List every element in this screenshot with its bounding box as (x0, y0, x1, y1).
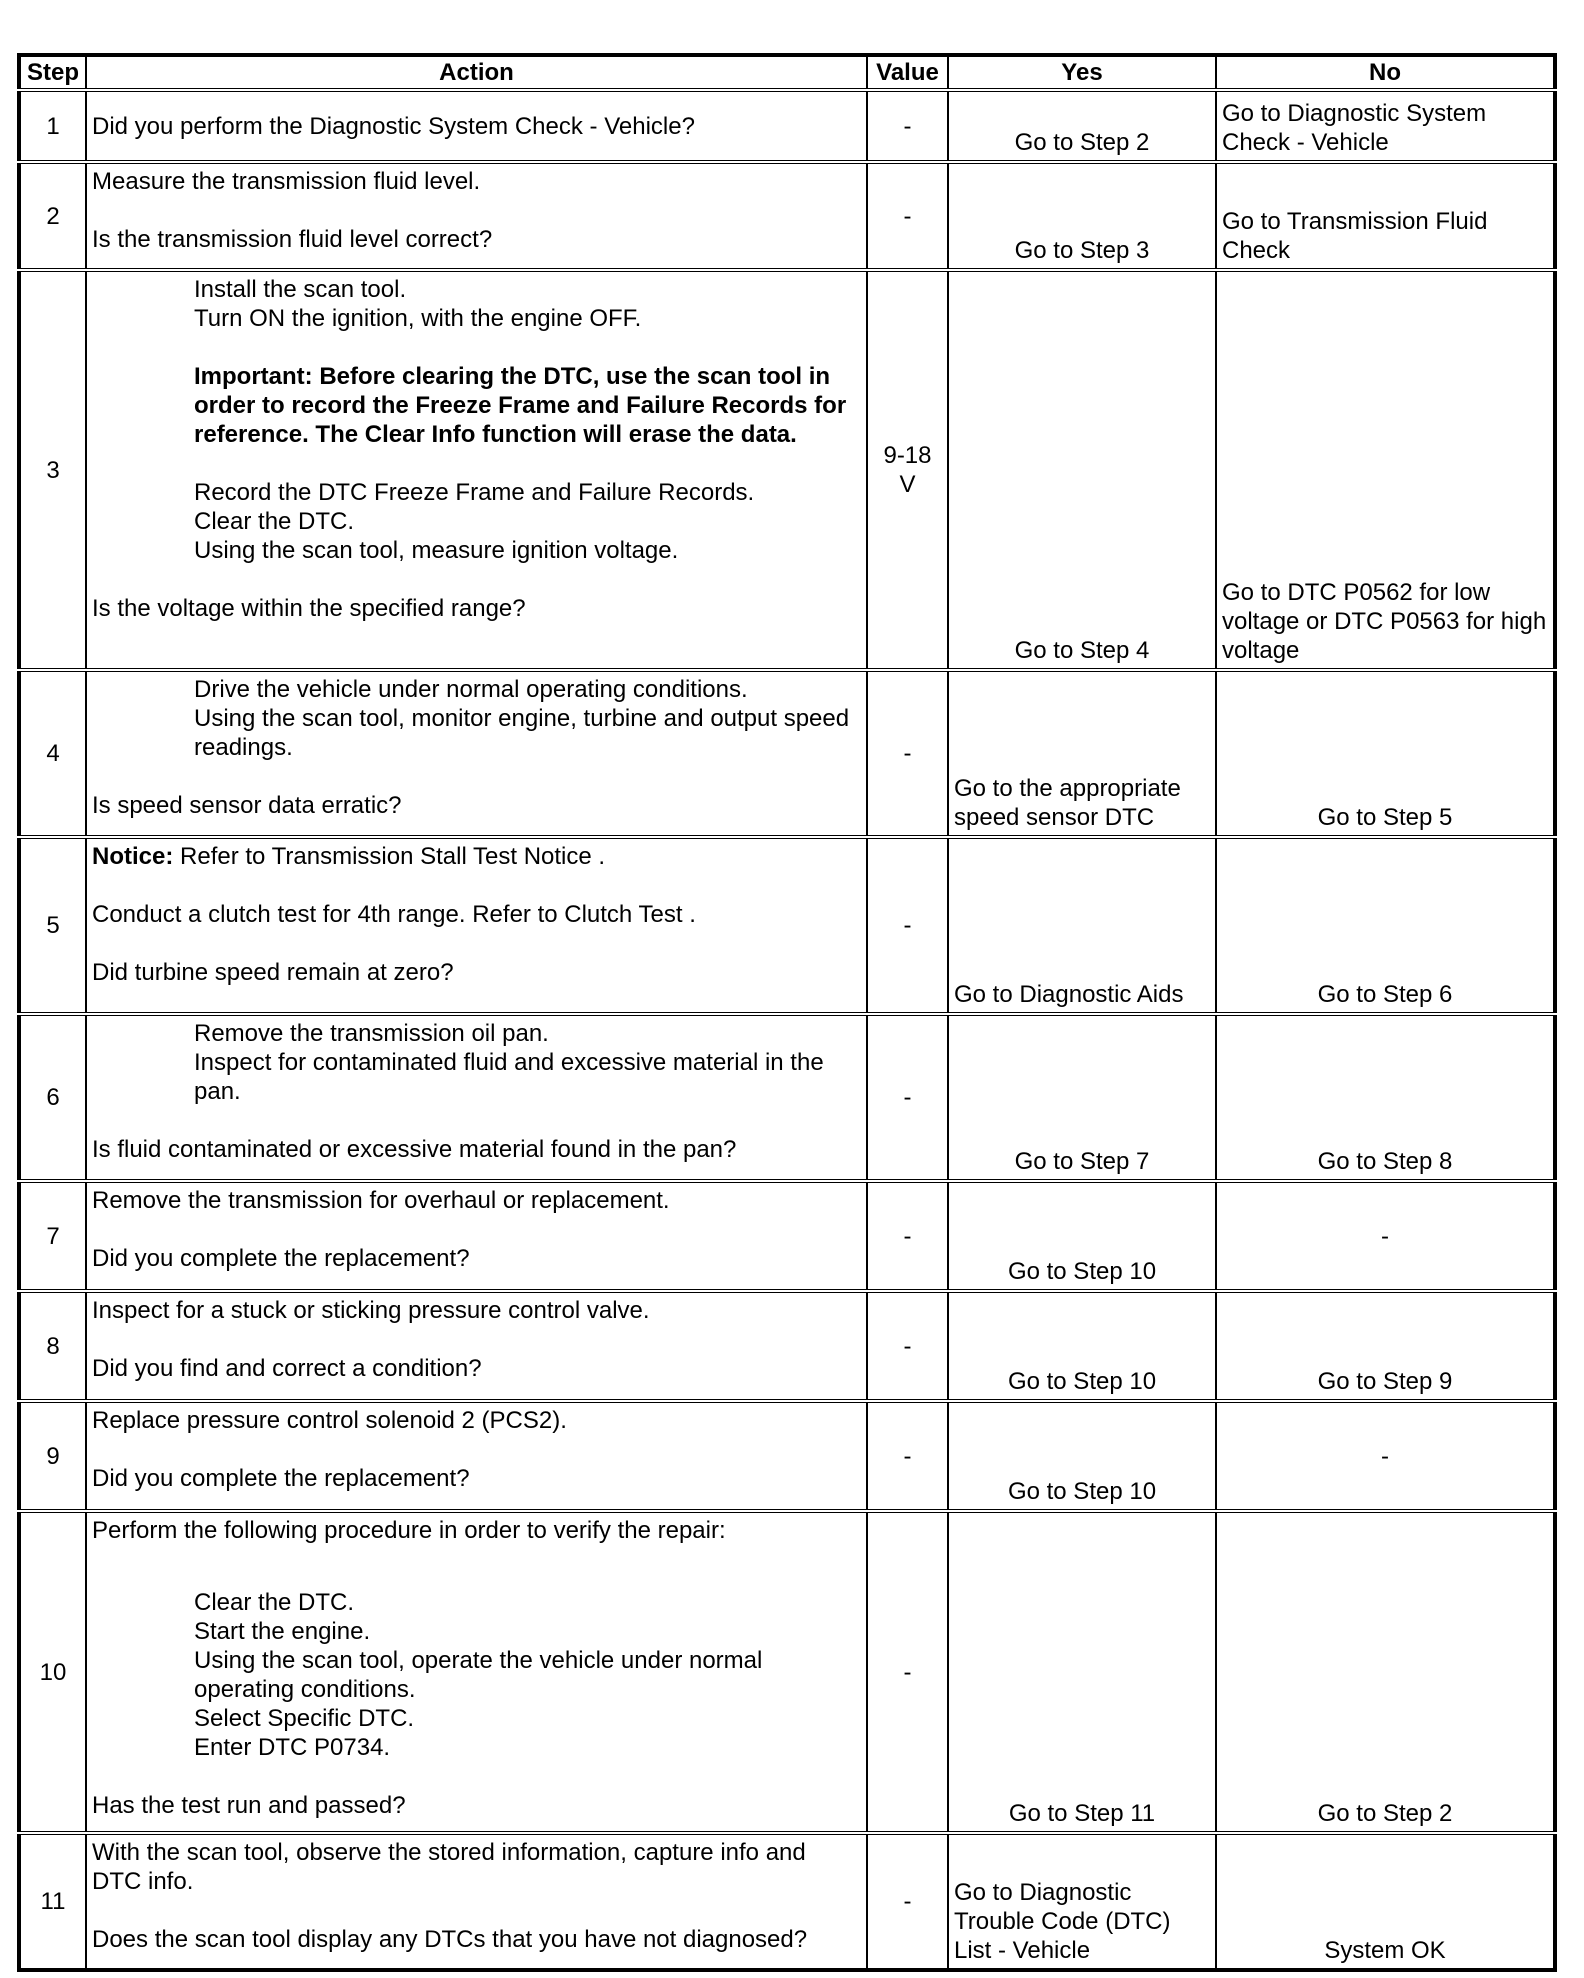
action-line: Replace pressure control solenoid 2 (PCS2). (92, 1407, 567, 1434)
action-step: Drive the vehicle under normal operating conditions. (194, 676, 748, 703)
step-number: 5 (19, 837, 86, 1014)
action-step: Start the engine. (194, 1618, 371, 1645)
yes-cell: Go to Diagnostic Aids (948, 837, 1216, 1014)
value-cell: - (867, 837, 948, 1014)
action-line: Measure the transmission fluid level. (92, 168, 481, 195)
yes-cell: Go to Step 2 (948, 90, 1216, 162)
table-row (19, 1833, 1555, 1970)
notice-text: Refer to Transmission Stall Test Notice . (173, 843, 606, 870)
step-number: 2 (19, 162, 86, 270)
yes-cell: Go to Step 7 (948, 1014, 1216, 1181)
spacer (92, 1435, 861, 1464)
yes-cell: Go to Step 10 (948, 1401, 1216, 1511)
step-number: 8 (19, 1291, 86, 1401)
spacer (92, 449, 861, 478)
no-cell: System OK (1216, 1833, 1555, 1970)
yes-cell: Go to Step 10 (948, 1181, 1216, 1291)
action-intro: Perform the following procedure in order to verify the repair: (92, 1517, 726, 1544)
no-cell: - (1216, 1401, 1555, 1511)
important-note: Important: Before clearing the DTC, use the scan tool in order to record the Freeze Frame and Failure Records for reference. The Clear Info function will erase the data. (194, 363, 847, 448)
value-cell: - (867, 162, 948, 270)
action-question: Is fluid contaminated or excessive material found in the pan? (92, 1136, 737, 1163)
header-step: Step (19, 55, 86, 90)
action-line: With the scan tool, observe the stored information, capture info and DTC info. (92, 1839, 806, 1895)
value-cell: - (867, 1181, 948, 1291)
action-step: Using the scan tool, monitor engine, turbine and output speed readings. (194, 705, 850, 761)
action-cell (86, 90, 867, 162)
action-cell (86, 1014, 867, 1181)
value-cell: - (867, 670, 948, 837)
no-cell: - (1216, 1181, 1555, 1291)
spacer (92, 1106, 861, 1135)
action-step: Install the scan tool. (194, 276, 407, 303)
no-cell: Go to Diagnostic System Check - Vehicle (1216, 90, 1555, 162)
action-line: Inspect for a stuck or sticking pressure control valve. (92, 1297, 650, 1324)
no-cell: Go to Step 6 (1216, 837, 1555, 1014)
action-cell (86, 1511, 867, 1833)
value-cell: - (867, 1291, 948, 1401)
action-cell (86, 162, 867, 270)
step-number: 11 (19, 1833, 86, 1970)
value-cell: - (867, 90, 948, 162)
action-step: Using the scan tool, measure ignition voltage. (194, 537, 679, 564)
action-step: Clear the DTC. (194, 1589, 355, 1616)
spacer (92, 1574, 861, 1588)
table-row (19, 1401, 1555, 1511)
action-question: Did you complete the replacement? (92, 1245, 470, 1272)
action-question: Is speed sensor data erratic? (92, 792, 402, 819)
action-line: Conduct a clutch test for 4th range. Refer to Clutch Test . (92, 901, 696, 928)
table-row (19, 90, 1555, 162)
action-question: Is the transmission fluid level correct? (92, 226, 493, 253)
step-number: 6 (19, 1014, 86, 1181)
value-cell: - (867, 1511, 948, 1833)
yes-cell: Go to Step 11 (948, 1511, 1216, 1833)
step-number: 1 (19, 90, 86, 162)
header-value: Value (867, 55, 948, 90)
value-cell: - (867, 1833, 948, 1970)
step-number: 9 (19, 1401, 86, 1511)
value-cell: - (867, 1401, 948, 1511)
step-number: 3 (19, 270, 86, 670)
spacer (92, 1325, 861, 1354)
action-cell (86, 1181, 867, 1291)
step-number: 10 (19, 1511, 86, 1833)
no-cell: Go to Step 5 (1216, 670, 1555, 837)
spacer (92, 762, 861, 791)
action-cell (86, 1291, 867, 1401)
action-step: Remove the transmission oil pan. (194, 1020, 549, 1047)
table-row (19, 1181, 1555, 1291)
yes-cell: Go to Step 3 (948, 162, 1216, 270)
diagnostic-table (17, 53, 1557, 1972)
spacer (92, 1215, 861, 1244)
no-cell: Go to Transmission Fluid Check (1216, 162, 1555, 270)
spacer (92, 1545, 861, 1574)
notice-line (92, 842, 861, 871)
action-step: Select Specific DTC. (194, 1705, 415, 1732)
no-cell: Go to DTC P0562 for low voltage or DTC P0563 for high voltage (1216, 270, 1555, 670)
spacer (92, 929, 861, 958)
spacer (92, 1896, 861, 1925)
header-action: Action (86, 55, 867, 90)
action-step: Record the DTC Freeze Frame and Failure Records. (194, 479, 755, 506)
no-cell: Go to Step 8 (1216, 1014, 1555, 1181)
action-step: Turn ON the ignition, with the engine OFF. (194, 305, 642, 332)
yes-cell: Go to Diagnostic Trouble Code (DTC) List - Vehicle (948, 1833, 1216, 1970)
value-cell: - (867, 1014, 948, 1181)
spacer (92, 565, 861, 594)
yes-cell: Go to the appropriate speed sensor DTC (948, 670, 1216, 837)
action-cell (86, 837, 867, 1014)
action-question: Did you complete the replacement? (92, 1465, 470, 1492)
no-cell: Go to Step 9 (1216, 1291, 1555, 1401)
action-cell (86, 670, 867, 837)
table-row (19, 1511, 1555, 1833)
action-step: Clear the DTC. (194, 508, 355, 535)
yes-cell: Go to Step 10 (948, 1291, 1216, 1401)
header-no: No (1216, 55, 1555, 90)
header-yes: Yes (948, 55, 1216, 90)
notice-label: Notice: (92, 843, 174, 870)
diagnostic-table-container (17, 53, 1553, 1972)
action-question: Did turbine speed remain at zero? (92, 959, 454, 986)
action-question: Is the voltage within the specified range? (92, 595, 526, 622)
action-question: Does the scan tool display any DTCs that you have not diagnosed? (92, 1926, 808, 1953)
action-cell (86, 270, 867, 670)
action-line: Remove the transmission for overhaul or replacement. (92, 1187, 670, 1214)
action-question: Did you perform the Diagnostic System Check - Vehicle? (92, 112, 695, 140)
spacer (92, 333, 861, 362)
action-cell (86, 1833, 867, 1970)
value-cell: 9-18 V (867, 270, 948, 670)
spacer (92, 196, 861, 225)
action-question: Did you find and correct a condition? (92, 1355, 482, 1382)
table-row (19, 1014, 1555, 1181)
table-header-row (19, 55, 1555, 90)
step-number: 4 (19, 670, 86, 837)
action-step: Inspect for contaminated fluid and excessive material in the pan. (194, 1049, 824, 1105)
action-step: Using the scan tool, operate the vehicle under normal operating conditions. (194, 1647, 763, 1703)
step-number: 7 (19, 1181, 86, 1291)
table-row (19, 670, 1555, 837)
spacer (92, 1762, 861, 1791)
action-step: Enter DTC P0734. (194, 1734, 391, 1761)
yes-cell: Go to Step 4 (948, 270, 1216, 670)
table-row (19, 162, 1555, 270)
table-row (19, 1291, 1555, 1401)
action-question: Has the test run and passed? (92, 1792, 406, 1819)
no-cell: Go to Step 2 (1216, 1511, 1555, 1833)
table-row (19, 837, 1555, 1014)
action-cell (86, 1401, 867, 1511)
spacer (92, 871, 861, 900)
table-row (19, 270, 1555, 670)
